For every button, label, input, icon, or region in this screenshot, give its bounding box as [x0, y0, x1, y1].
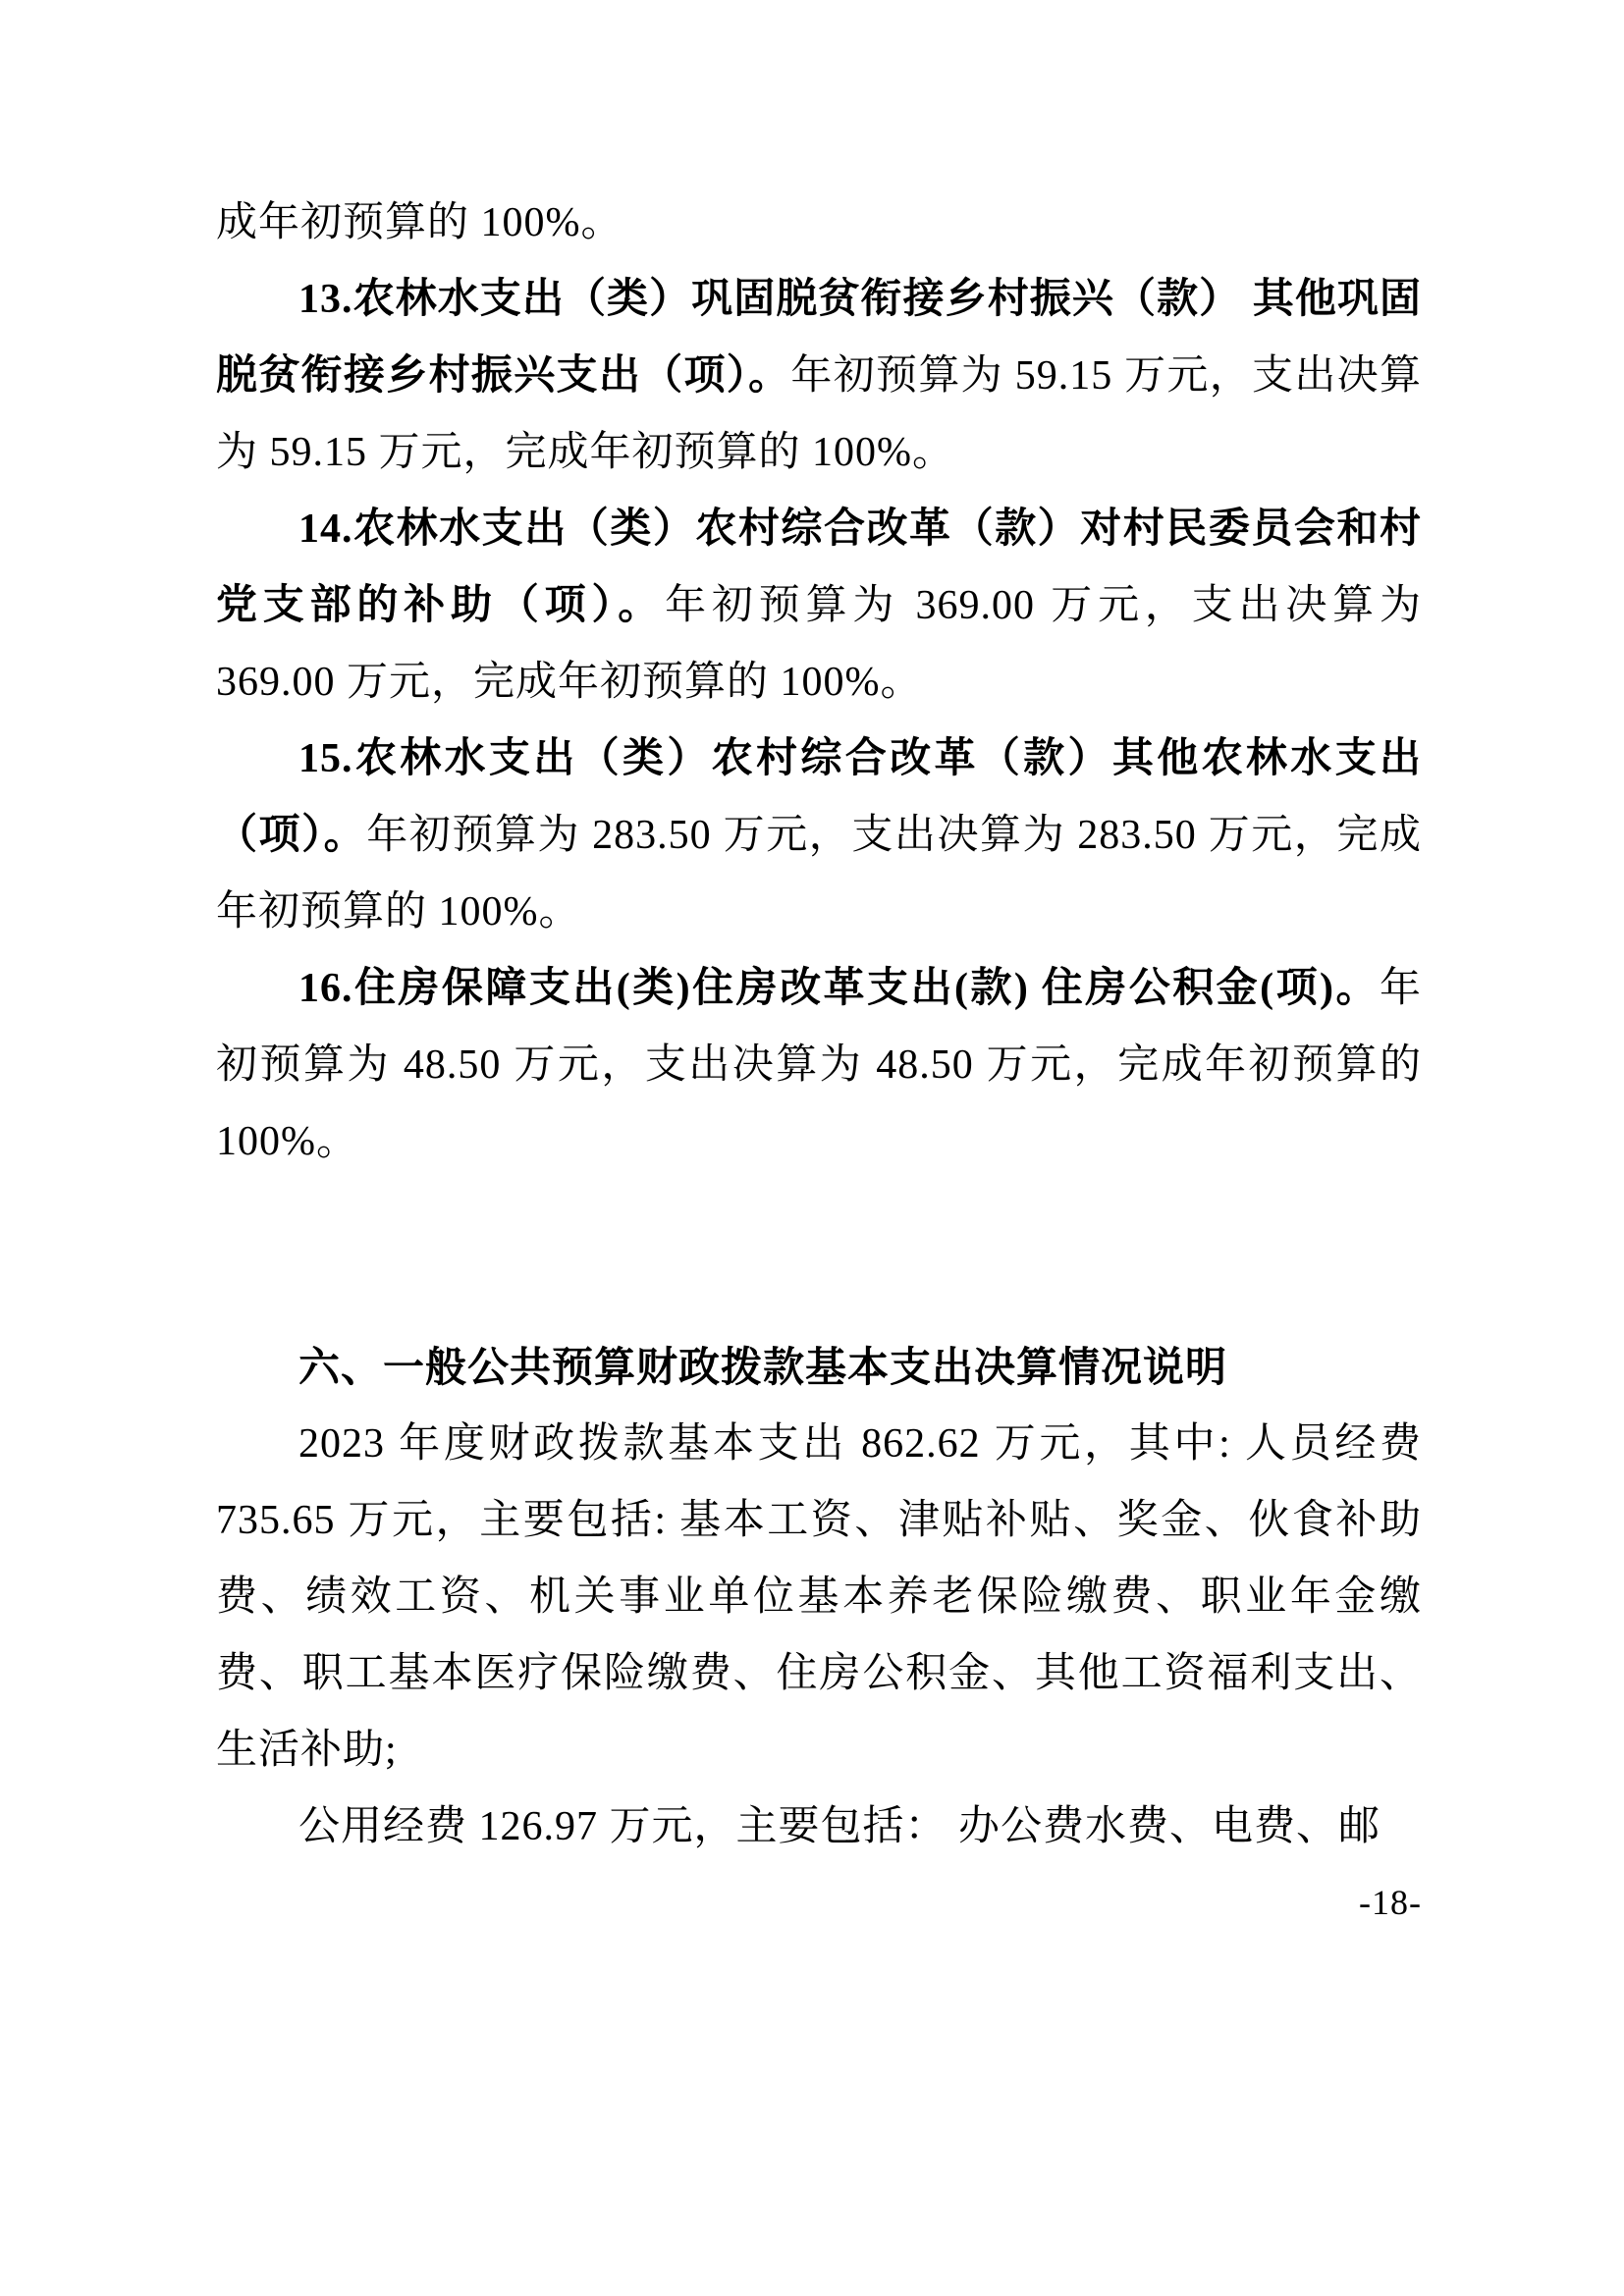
- budget-item-16-text: 年初预算为 48.50 万元，支出决算为 48.50 万元，完成年初预算的 100%。: [216, 966, 1422, 1164]
- section-heading: 六、一般公共预算财政拨款基本支出决算情况说明: [298, 1344, 1228, 1390]
- budget-item-14: [216, 491, 1422, 721]
- budget-item-13-heading: 13.农林水支出（类）巩固脱贫衔接乡村振兴（款） 其他巩固脱贫衔接乡村振兴支出（项）。: [216, 277, 1422, 399]
- paragraph-personnel-expense: 2023 年度财政拨款基本支出 862.62 万元，其中: 人员经费 735.65 万元，主要包括: 基本工资、津贴补贴、奖金、伙食补助费、绩效工资、机关事业单位基本养老保险缴费、职业年金缴费、职工基本医疗保险缴费、住房公积金、其他工资福利支出、生活补助;: [216, 1421, 1422, 1773]
- budget-item-13: [216, 261, 1422, 491]
- paragraph-continuation: 成年初预算的 100%。: [216, 200, 623, 245]
- budget-item-14-heading: 14.农林水支出（类）农村综合改革（款）对村民委员会和村党支部的补助（项）。: [216, 507, 1422, 628]
- budget-item-15-text: 年初预算为 283.50 万元，支出决算为 283.50 万元，完成年初预算的 100%。: [216, 813, 1422, 934]
- page-number: -18-: [1359, 1883, 1422, 1922]
- budget-item-15-heading: 15.农林水支出（类）农村综合改革（款）其他农林水支出（项）。: [216, 736, 1422, 858]
- budget-item-16: [216, 950, 1422, 1180]
- budget-item-14-text: 年初预算为 369.00 万元，支出决算为 369.00 万元，完成年初预算的 100%。: [216, 583, 1422, 705]
- budget-item-15: [216, 721, 1422, 950]
- budget-item-16-heading: 16.住房保障支出(类)住房改革支出(款) 住房公积金(项)。: [298, 966, 1380, 1011]
- paragraph-public-expense: 公用经费 126.97 万元，主要包括： 办公费水费、电费、邮: [298, 1804, 1381, 1849]
- budget-item-13-text: 年初预算为 59.15 万元，支出决算为 59.15 万元，完成年初预算的 100%。: [216, 353, 1422, 475]
